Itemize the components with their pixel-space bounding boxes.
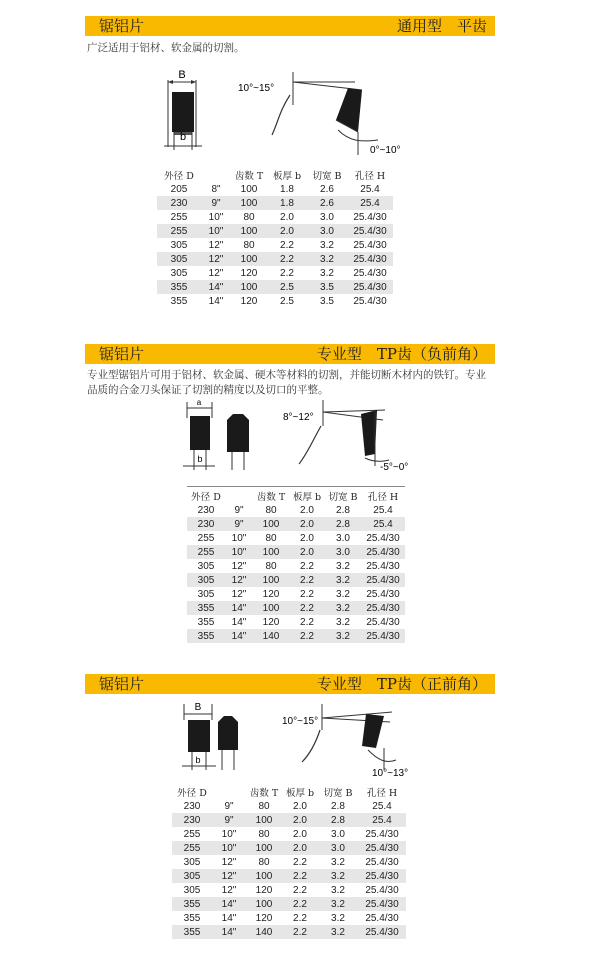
col-header-inch [225,488,253,503]
table-cell: 3.0 [336,532,350,544]
table-cell: 3.2 [336,588,350,600]
col-header-bore: 孔径 H [367,491,399,503]
table-row [187,503,405,517]
angle-bottom-label: 0°~10° [370,145,401,156]
table-cell: 120 [255,884,273,896]
table-cell: 14" [212,897,246,911]
col-header-teeth: 齿数 T [256,491,286,503]
tooth-body [188,720,210,752]
col-header-bore: 孔径 H [354,170,386,182]
table-row [157,224,393,238]
table-cell: 100 [246,841,282,855]
tooth-profile [362,714,384,748]
table-row [172,883,406,897]
table-cell: 12" [212,869,246,883]
table-cell: 3.2 [307,252,347,266]
table-cell: 230 [157,196,201,210]
table-cell: 10" [221,828,237,840]
angle-top-label: 8°~12° [283,412,314,423]
section-3-table-body [172,799,406,939]
table-row [187,517,405,531]
section-2-table-body [187,503,405,643]
section-2-tooth-diagram [175,396,445,480]
table-row [187,559,405,573]
col-header-thickness: 板厚 b [292,491,322,503]
table-cell: 12" [231,560,247,572]
col-header-thickness: 板厚 b [272,170,302,182]
table-cell: 2.2 [280,267,294,279]
table-cell: 25.4/30 [366,616,400,628]
table-cell: 25.4 [372,800,392,812]
table-cell: 120 [262,588,280,600]
table-cell: 100 [253,545,289,559]
table-row [157,266,393,280]
table-cell: 25.4/30 [366,560,400,572]
table-cell: 140 [246,925,282,939]
table-cell: 305 [183,856,201,868]
table-cell: 2.0 [300,504,314,516]
gullet-curve [299,426,321,464]
angle-bottom-label: -5°~0° [380,462,409,473]
table-cell: 3.2 [336,616,350,628]
table-cell: 120 [255,912,273,924]
col-header-teeth: 齿数 T [234,170,264,182]
table-cell: 305 [157,252,201,266]
table-cell: 2.6 [307,196,347,210]
table-cell: 25.4/30 [353,211,387,223]
table-cell: 12" [208,267,224,279]
table-row [172,897,406,911]
table-cell: 80 [265,532,277,544]
table-row [172,827,406,841]
table-cell: 25.4 [360,183,380,195]
tp-tooth-body [218,716,238,750]
table-row [172,869,406,883]
table-cell: 100 [246,813,282,827]
table-cell: 230 [172,813,212,827]
section-2-header-bar [85,344,495,364]
table-cell: 80 [243,239,255,251]
table-row [187,587,405,601]
section-3-type: 专业型 TP齿（正前角） [316,675,487,693]
table-cell: 255 [197,532,215,544]
table-cell: 305 [170,267,188,279]
table-cell: 3.2 [331,884,345,896]
table-cell: 12" [201,252,231,266]
col-header-kerf: 切宽 B [328,491,358,503]
table-cell: 25.4/30 [366,588,400,600]
label-b: b [197,454,203,464]
label-a: a [196,398,202,407]
table-cell: 3.0 [320,211,334,223]
table-cell: 2.8 [336,504,350,516]
table-cell: 80 [258,856,270,868]
table-cell: 10" [231,532,247,544]
table-cell: 2.2 [300,616,314,628]
table-cell: 3.0 [331,828,345,840]
table-cell: 2.0 [282,841,318,855]
section-3-header-bar [85,674,495,694]
table-row [157,182,393,196]
table-cell: 25.4/30 [365,912,399,924]
table-cell: 14" [225,601,253,615]
table-cell: 25.4/30 [358,897,406,911]
table-cell: 100 [253,601,289,615]
table-cell: 2.2 [282,897,318,911]
tooth-body [172,92,194,132]
table-cell: 10" [212,841,246,855]
table-cell: 3.2 [325,573,361,587]
table-cell: 1.8 [267,196,307,210]
table-cell: 80 [258,828,270,840]
table-cell: 3.2 [320,267,334,279]
table-separator [187,486,405,487]
table-cell: 3.2 [336,560,350,572]
table-cell: 100 [253,517,289,531]
col-header-kerf: 切宽 B [323,787,353,799]
table-cell: 2.2 [289,573,325,587]
table-cell: 2.0 [280,211,294,223]
table-cell: 3.0 [325,545,361,559]
table-cell: 25.4/30 [353,267,387,279]
col-header-inch [201,167,231,182]
table-cell: 305 [170,239,188,251]
table-cell: 355 [183,912,201,924]
table-row [157,238,393,252]
table-cell: 230 [183,800,201,812]
table-cell: 25.4/30 [347,224,393,238]
table-row [172,813,406,827]
section-3-title: 锯铝片 [99,675,145,693]
table-cell: 25.4/30 [353,239,387,251]
table-cell: 120 [240,267,258,279]
table-cell: 140 [253,629,289,643]
table-cell: 14" [208,295,224,307]
table-cell: 25.4/30 [365,856,399,868]
table-cell: 3.2 [318,869,358,883]
col-header-diameter: 外径 D [164,170,194,182]
table-row [187,601,405,615]
table-cell: 100 [253,573,289,587]
table-cell: 305 [187,573,225,587]
table-cell: 230 [197,504,215,516]
table-cell: 25.4/30 [361,629,405,643]
table-cell: 80 [258,800,270,812]
table-cell: 9" [201,196,231,210]
section-2-type: 专业型 TP齿（负前角） [316,345,487,363]
table-cell: 2.0 [300,532,314,544]
table-cell: 230 [187,517,225,531]
table-cell: 2.2 [289,629,325,643]
table-cell: 25.4/30 [353,295,387,307]
table-cell: 3.2 [325,629,361,643]
table-cell: 255 [172,841,212,855]
table-row [172,799,406,813]
table-cell: 25.4/30 [347,252,393,266]
table-cell: 14" [212,925,246,939]
table-cell: 10" [201,224,231,238]
table-cell: 100 [231,252,267,266]
section-1-spec-table [157,167,393,308]
table-cell: 80 [265,560,277,572]
table-row [172,925,406,939]
table-cell: 2.2 [300,588,314,600]
table-cell: 10" [225,545,253,559]
table-cell: 2.2 [280,239,294,251]
table-cell: 3.2 [320,239,334,251]
table-cell: 100 [231,224,267,238]
table-row [157,252,393,266]
table-row [157,210,393,224]
table-cell: 12" [208,239,224,251]
table-cell: 3.2 [318,897,358,911]
table-cell: 2.0 [289,517,325,531]
table-cell: 25.4/30 [365,828,399,840]
table-cell: 80 [265,504,277,516]
table-cell: 100 [240,183,258,195]
table-cell: 120 [240,295,258,307]
table-cell: 12" [221,856,237,868]
table-cell: 2.8 [318,813,358,827]
table-cell: 255 [183,828,201,840]
table-cell: 9" [212,813,246,827]
table-cell: 2.2 [300,560,314,572]
clearance-arc [368,750,396,762]
table-cell: 9" [234,504,244,516]
label-b: b [179,131,187,143]
table-cell: 255 [170,211,188,223]
col-header-teeth: 齿数 T [249,787,279,799]
table-header-row [172,784,406,799]
table-cell: 355 [172,897,212,911]
table-cell: 355 [187,629,225,643]
col-header-diameter: 外径 D [191,491,221,503]
table-cell: 9" [224,800,234,812]
table-cell: 14" [221,912,237,924]
table-cell: 355 [187,601,225,615]
table-cell: 2.5 [280,295,294,307]
table-cell: 25.4 [373,504,393,516]
tooth-profile [336,88,362,132]
table-row [172,911,406,925]
table-cell: 2.0 [282,813,318,827]
table-cell: 100 [231,196,267,210]
table-cell: 2.2 [267,252,307,266]
table-cell: 80 [243,211,255,223]
table-cell: 25.4/30 [366,532,400,544]
col-header-diameter: 外径 D [177,787,207,799]
section-3-tooth-diagram [170,700,440,782]
section-2-title: 锯铝片 [99,345,145,363]
table-row [187,615,405,629]
table-row [157,294,393,308]
table-cell: 25.4/30 [361,545,405,559]
table-cell: 355 [197,616,215,628]
table-cell: 2.2 [293,856,307,868]
section-1-tooth-diagram [150,60,420,160]
table-cell: 3.2 [331,856,345,868]
table-row [172,855,406,869]
table-cell: 10" [208,211,224,223]
table-cell: 12" [231,588,247,600]
table-cell: 2.0 [267,224,307,238]
table-cell: 100 [246,869,282,883]
col-header-bore: 孔径 H [366,787,398,799]
table-cell: 14" [201,280,231,294]
table-row [187,629,405,643]
table-header-row [157,167,393,182]
table-cell: 2.0 [293,800,307,812]
tp-tooth-body [227,414,249,452]
table-cell: 305 [183,884,201,896]
table-cell: 25.4 [358,813,406,827]
table-cell: 2.2 [282,925,318,939]
table-row [157,280,393,294]
table-cell: 2.2 [289,601,325,615]
table-cell: 355 [157,280,201,294]
table-cell: 2.5 [267,280,307,294]
tooth-body [190,416,210,450]
table-cell: 3.5 [307,280,347,294]
table-cell: 305 [197,560,215,572]
table-cell: 2.2 [282,869,318,883]
table-cell: 14" [225,629,253,643]
col-header-inch [212,784,246,799]
angle-bottom-label: 10°~13° [372,768,409,779]
section-2-description: 专业型锯铝片可用于铝材、软金属、硬木等材料的切割，并能切断木材内的铁钉。专业 品质的合金刀头保证了切割的精度以及切口的平整。 [87,369,486,396]
table-cell: 25.4 [361,517,405,531]
table-cell: 8" [211,183,221,195]
table-cell: 25.4 [347,196,393,210]
table-cell: 9" [225,517,253,531]
table-cell: 25.4/30 [361,601,405,615]
gullet-curve [272,95,290,135]
table-cell: 3.0 [318,841,358,855]
table-cell: 2.0 [289,545,325,559]
table-cell: 2.8 [325,517,361,531]
table-row [187,531,405,545]
col-header-kerf: 切宽 B [312,170,342,182]
section-1-description: 广泛适用于铝材、软金属的切割。 [87,42,245,54]
table-cell: 3.5 [320,295,334,307]
table-cell: 3.2 [318,925,358,939]
table-cell: 25.4/30 [358,841,406,855]
table-header-row [187,488,405,503]
table-cell: 25.4/30 [358,869,406,883]
table-cell: 2.2 [293,884,307,896]
table-row [157,196,393,210]
label-B: B [194,702,202,713]
table-cell: 3.2 [331,912,345,924]
table-cell: 255 [187,545,225,559]
table-cell: 355 [172,925,212,939]
table-row [187,573,405,587]
table-cell: 100 [246,897,282,911]
table-cell: 255 [157,224,201,238]
table-cell: 1.8 [280,183,294,195]
table-cell: 14" [231,616,247,628]
table-cell: 12" [225,573,253,587]
table-cell: 3.0 [307,224,347,238]
table-cell: 25.4/30 [347,280,393,294]
section-2-spec-table [187,488,405,643]
table-cell: 2.6 [320,183,334,195]
angle-top-label: 10°~15° [238,83,275,94]
table-cell: 3.2 [325,601,361,615]
label-B: B [178,69,186,81]
table-cell: 12" [221,884,237,896]
angle-top-label: 10°~15° [282,716,319,727]
table-cell: 2.8 [331,800,345,812]
arrow-head [191,80,196,84]
arrow-head [168,80,173,84]
table-cell: 100 [231,280,267,294]
clearance-arc [365,458,389,461]
table-cell: 2.0 [293,828,307,840]
table-cell: 120 [262,616,280,628]
section-3-spec-table [172,784,406,939]
table-cell: 305 [172,869,212,883]
section-1-type: 通用型 平齿 [396,17,487,35]
gullet-curve [302,730,320,762]
table-row [172,841,406,855]
section-1-title: 锯铝片 [99,17,145,35]
col-header-thickness: 板厚 b [285,787,315,799]
section-1-header-bar [85,16,495,36]
section-1-table-body [157,182,393,308]
table-cell: 355 [170,295,188,307]
table-cell: 25.4/30 [358,925,406,939]
table-cell: 205 [170,183,188,195]
table-cell: 25.4/30 [361,573,405,587]
table-cell: 305 [197,588,215,600]
table-row [187,545,405,559]
table-cell: 2.2 [293,912,307,924]
label-b: b [195,755,201,765]
table-cell: 25.4/30 [365,884,399,896]
